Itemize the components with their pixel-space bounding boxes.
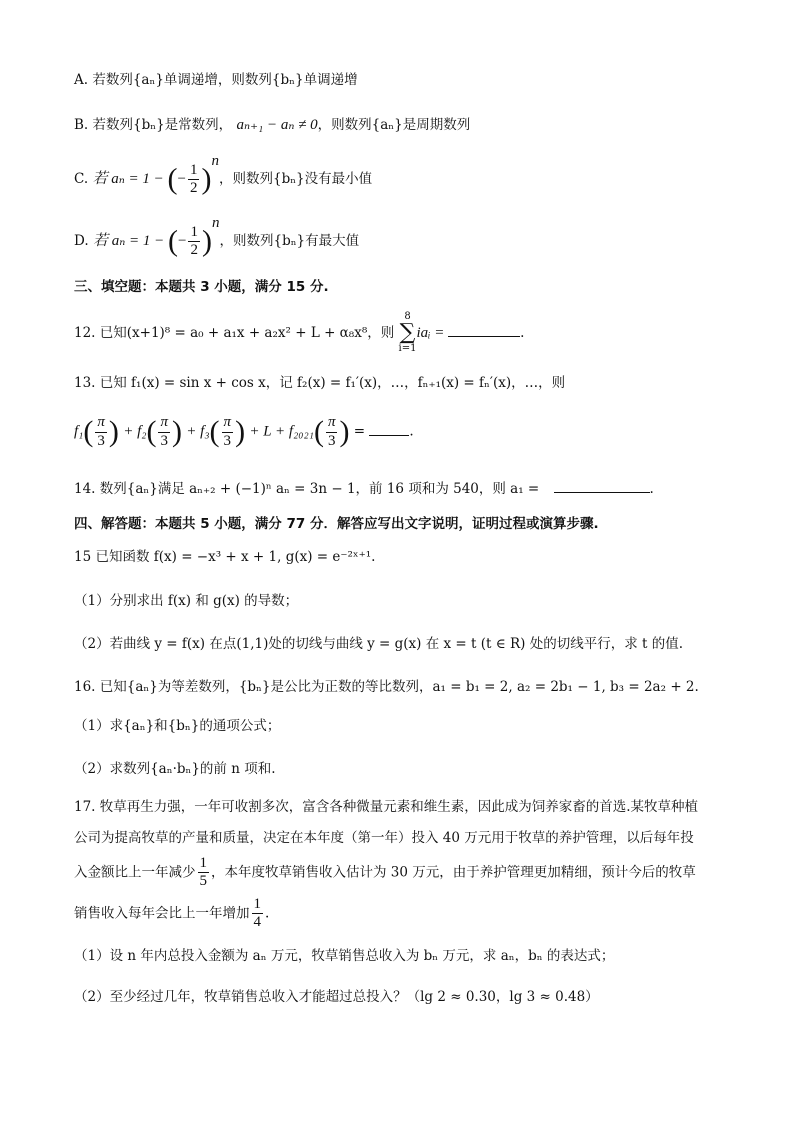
question-15-part1: （1）分别求出 f(x) 和 g(x) 的导数； <box>74 593 299 609</box>
option-b-text2: ，则数列{aₙ}是周期数列 <box>317 117 471 133</box>
q12-text1: 12. 已知(x+1)⁸ = a₀ + a₁x + a₂x² + L + α₈x⁸，则 <box>74 325 395 341</box>
question-17-line3 <box>74 855 734 895</box>
q14-answer-blank <box>554 492 650 493</box>
q13-f2: + f₂ <box>123 423 147 440</box>
question-16-part2: （2）求数列{aₙ·bₙ}的前 n 项和. <box>74 761 276 777</box>
q12-sum <box>399 312 417 354</box>
q12-tail: . <box>520 325 525 341</box>
fraction-den: 4 <box>253 914 261 931</box>
minus-sign: − <box>178 233 187 249</box>
fraction-num: 1 <box>188 224 200 242</box>
question-17-part2: （2）至少经过几年，牧草销售总收入才能超过总投入？（lg 2 ≈ 0.30，lg 3 ≈ 0.48） <box>74 989 599 1005</box>
fraction-pi-3 <box>222 414 234 450</box>
fraction-den: 3 <box>327 432 336 449</box>
fraction-half <box>188 162 200 198</box>
paren-close: ) <box>171 415 182 448</box>
option-b-text1: 若数列{bₙ}是常数列， <box>92 117 233 133</box>
q14-text: 14. 数列{aₙ}满足 aₙ₊₂ + (−1)ⁿ aₙ = 3n − 1，前 16 项和为 540，则 a₁ = <box>74 481 544 497</box>
paren-close: ) <box>235 415 246 448</box>
question-15-part2: （2）若曲线 y = f(x) 在点(1,1)处的切线与曲线 y = g(x) 在 x = t (t ∈ R) 处的切线平行，求 t 的值. <box>74 636 684 652</box>
fraction-den: 3 <box>223 432 232 449</box>
option-b-prefix: B. <box>74 117 93 133</box>
q13-f1: f₁ <box>74 423 84 440</box>
question-17-line1: 17. 牧草再生力强，一年可收割多次，富含各种微量元素和维生素，因此成为饲养家畜的首选.某牧草种植 <box>74 799 699 815</box>
paren-close: ) <box>201 162 212 196</box>
option-d-prefix: D. <box>74 233 93 249</box>
section-4-heading: 四、解答题：本题共 5 小题，满分 77 分．解答应写出文字说明，证明过程或演算步骤. <box>74 516 599 532</box>
question-14 <box>74 481 734 497</box>
section-3-heading: 三、填空题：本题共 3 小题，满分 15 分. <box>74 279 329 295</box>
fraction-den: 2 <box>189 180 198 196</box>
q13-answer-blank <box>369 435 409 436</box>
question-17-line4 <box>74 896 734 936</box>
fraction-pi-3 <box>158 414 170 450</box>
q13-tail: . <box>409 423 414 440</box>
fraction-num: 1 <box>188 162 200 180</box>
fraction-den: 3 <box>97 432 105 449</box>
q13-equals: = <box>349 423 370 440</box>
paren-close: ) <box>108 415 119 448</box>
option-b-math: aₙ₊₁ − aₙ ≠ 0 <box>236 117 318 133</box>
paren-close: ) <box>201 224 212 258</box>
paren-open: ( <box>209 415 220 448</box>
paren-close: ) <box>339 415 350 448</box>
fraction-num: π <box>326 414 338 432</box>
paren-open: ( <box>146 415 157 448</box>
fraction-half <box>188 224 200 260</box>
q14-tail: . <box>649 481 654 497</box>
fraction-num: 1 <box>252 896 264 914</box>
paren-open: ( <box>313 415 324 448</box>
exponent-n: n <box>211 215 220 231</box>
fraction-one-fifth <box>198 855 210 891</box>
question-12 <box>74 312 734 356</box>
fraction-den: 2 <box>190 242 198 258</box>
option-d-text1: 若 aₙ = 1 − <box>92 233 169 249</box>
exponent-n: n <box>211 153 219 169</box>
option-c-text2: ，则数列{bₙ}没有最小值 <box>218 171 373 187</box>
q17-line4a: 销售收入每年会比上一年增加 <box>74 905 250 922</box>
q17-line3a: 入金额比上一年减少 <box>74 864 196 881</box>
option-c-text1: 若 aₙ = 1 − <box>92 171 168 187</box>
paren-open: ( <box>167 162 178 196</box>
sum-symbol: ∑ <box>399 320 416 345</box>
fraction-num: π <box>158 414 170 432</box>
option-a <box>74 72 734 88</box>
q12-answer-blank <box>448 336 520 337</box>
fraction-num: π <box>95 414 107 432</box>
sum-bottom: i=1 <box>398 343 417 354</box>
question-16-stem: 16. 已知{aₙ}为等差数列，{bₙ}是公比为正数的等比数列，a₁ = b₁ = 2, a₂ = 2b₁ − 1, b₃ = 2a₂ + 2. <box>74 679 699 695</box>
q12-text2: iaᵢ = <box>416 325 449 341</box>
q17-line3b: ，本年度牧草销售收入估计为 30 万元，由于养护管理更加精细，预计今后的牧草 <box>211 864 696 881</box>
option-b <box>74 116 734 134</box>
fraction-num: 1 <box>198 855 210 873</box>
option-c <box>74 152 734 198</box>
question-15-stem: 15 已知函数 f(x) = −x³ + x + 1, g(x) = e⁻²ˣ⁺¹. <box>74 549 376 565</box>
q13-f2021: + L + f₂₀₂₁ <box>249 423 314 440</box>
question-13-line1: 13. 已知 f₁(x) = sin x + cos x，记 f₂(x) = f₁′(x)，…，fₙ₊₁(x) = fₙ′(x)，…，则 <box>74 375 566 391</box>
minus-sign: − <box>177 171 186 187</box>
question-13-line2 <box>74 414 734 458</box>
q17-line4b: . <box>265 905 270 922</box>
fraction-pi-3 <box>95 414 107 450</box>
option-c-prefix: C. <box>74 171 93 187</box>
fraction-num: π <box>222 414 234 432</box>
option-a-prefix: A. <box>74 72 93 88</box>
fraction-one-fourth <box>252 896 264 932</box>
question-17-part1: （1）设 n 年内总投入金额为 aₙ 万元，牧草销售总收入为 bₙ 万元，求 aₙ，bₙ 的表达式； <box>74 948 615 964</box>
paren-open: ( <box>168 224 179 258</box>
option-d <box>74 214 734 260</box>
fraction-den: 3 <box>160 432 168 449</box>
fraction-den: 5 <box>199 873 207 890</box>
option-a-text: 若数列{aₙ}单调递增，则数列{bₙ}单调递增 <box>92 72 358 88</box>
sum-top: 8 <box>404 311 411 322</box>
question-17-line2: 公司为提高牧草的产量和质量，决定在本年度（第一年）投入 40 万元用于牧草的养护管理，以后每年投 <box>74 830 694 846</box>
option-d-text2: ，则数列{bₙ}有最大值 <box>219 233 360 249</box>
q13-f3: + f₃ <box>186 423 210 440</box>
fraction-pi-3 <box>326 414 338 450</box>
paren-open: ( <box>83 415 94 448</box>
question-16-part1: （1）求{aₙ}和{bₙ}的通项公式； <box>74 718 281 734</box>
